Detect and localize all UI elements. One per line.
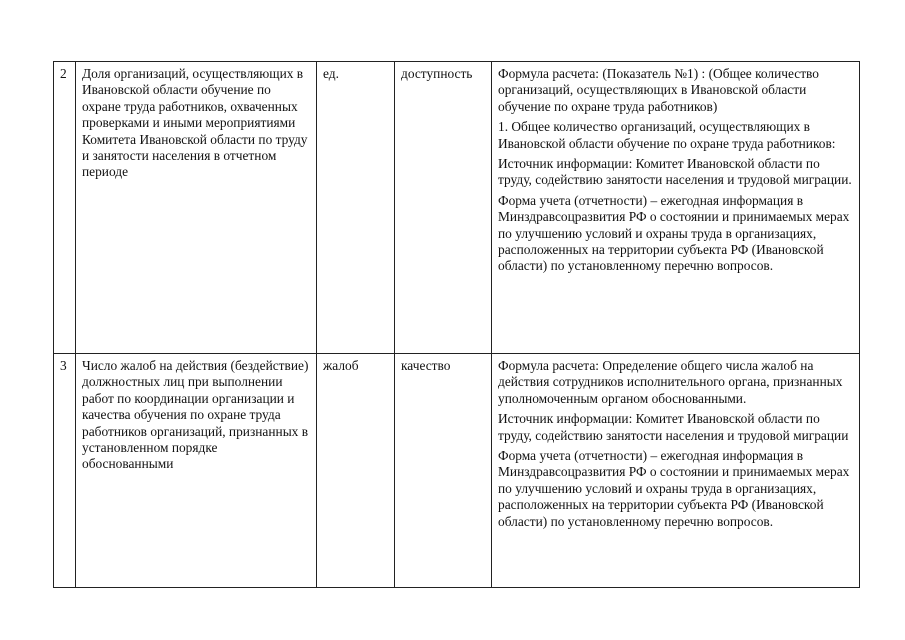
calculation-method [492,354,860,588]
table-row [54,62,860,354]
method-paragraph: Формула расчета: (Показатель №1) : (Общее количество организаций, осуществляющих в Ивановской области обучение по охране труда работников) [498,66,819,114]
indicator-type: доступность [395,62,492,354]
method-paragraph: Форма учета (отчетности) – ежегодная информация в Минздравсоцразвития РФ о состоянии и принимаемых мерах по улучшению условий и охраны труда в организациях, расположенных на территории субъекта РФ (Ивановской области) по установленному перечню вопросов. [498,448,850,529]
indicator-type: качество [395,354,492,588]
indicator-name: Доля организаций, осуществляющих в Ивановской области обучение по охране труда работников, охваченных проверками и иными мероприятиями Комитета Ивановской области по труду и занятости населения в отчетном периоде [76,62,317,354]
method-paragraph: Источник информации: Комитет Ивановской области по труду, содействию занятости населения и трудовой миграции. [498,156,852,188]
unit-of-measure: ед. [317,62,395,354]
row-number: 3 [54,354,76,588]
calculation-method [492,62,860,354]
method-paragraph: Форма учета (отчетности) – ежегодная информация в Минздравсоцразвития РФ о состоянии и принимаемых мерах по улучшению условий и охраны труда в организациях, расположенных на территории субъекта РФ (Ивановской области) по установленному перечню вопросов. [498,192,850,274]
row-number: 2 [54,62,76,354]
indicator-name: Число жалоб на действия (бездействие) должностных лиц при выполнении работ по координации организации и качества обучения по охране труда работников организаций, признанных в установленном порядке обоснованными [76,354,317,588]
method-paragraph: Источник информации: Комитет Ивановской области по труду, содействию занятости населения и трудовой миграции [498,411,849,443]
indicators-table [53,61,860,588]
method-paragraph: 1. Общее количество организаций, осуществляющих в Ивановской области обучение по охране труда работников: [498,119,836,151]
unit-of-measure: жалоб [317,354,395,588]
table-row [54,354,860,588]
method-paragraph: Формула расчета: Определение общего числа жалоб на действия сотрудников исполнительного органа, признанных уполномоченным органом обоснованными. [498,358,843,406]
